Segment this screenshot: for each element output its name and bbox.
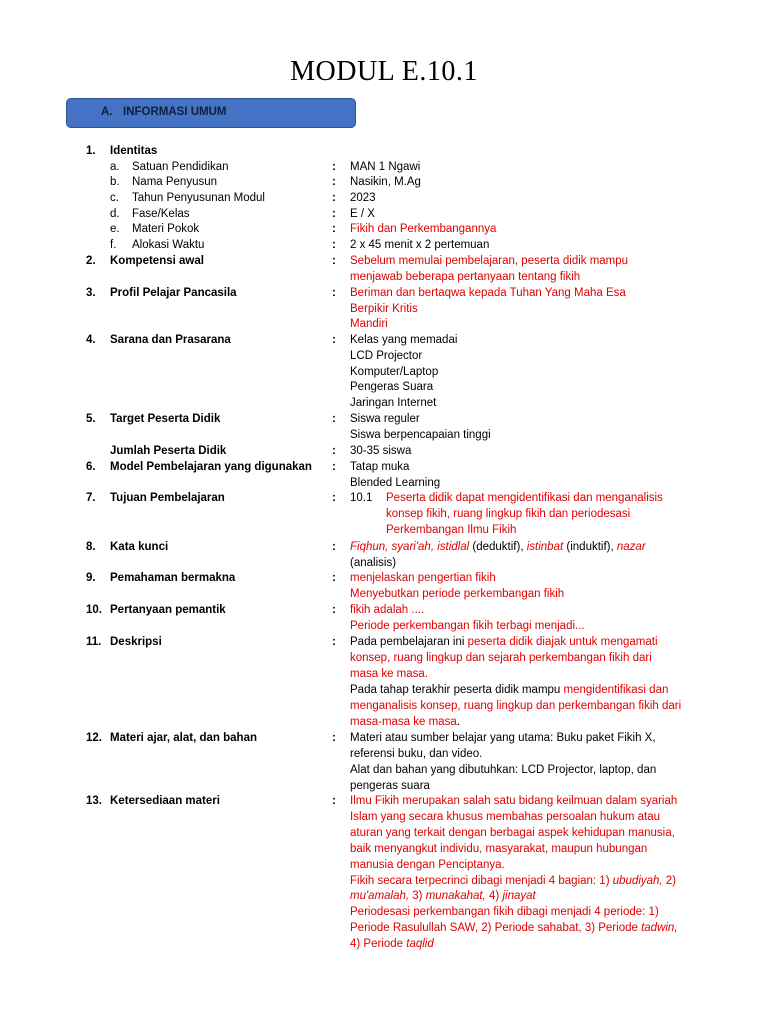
value-line: pengeras suara <box>350 780 430 792</box>
colon: : <box>332 572 336 584</box>
sub-label: Satuan Pendidikan <box>132 161 229 173</box>
sub-value: 2023 <box>350 192 376 204</box>
colon: : <box>332 239 336 251</box>
value-line: Peserta didik dapat mengidentifikasi dan menganalisis <box>386 492 663 504</box>
value-line: Blended Learning <box>350 477 441 489</box>
colon: : <box>332 541 336 553</box>
sub-label: Nama Penyusun <box>132 176 218 188</box>
description-line <box>350 715 460 731</box>
colon: : <box>332 492 336 504</box>
value-line: Menyebutkan periode perkembangan fikih <box>350 588 565 600</box>
text-run: Pada pembelajaran ini <box>350 636 468 648</box>
value-line: aturan yang terkait dengan berbagai aspek kehidupan manusia, <box>350 827 675 839</box>
text-run: masa-masa ke masa <box>350 716 457 728</box>
value-line: referensi buku, dan video. <box>350 748 483 760</box>
colon: : <box>332 604 336 616</box>
value-line: Kelas yang memadai <box>350 334 458 346</box>
item-number: 12. <box>86 732 102 744</box>
value-line: baik menyangkut individu, masyarakat, maupun hubungan <box>350 843 648 855</box>
item-number: 8. <box>86 541 96 553</box>
colon: : <box>332 192 336 204</box>
item-number: 7. <box>86 492 96 504</box>
item-label-model: Model Pembelajaran yang digunakan <box>110 461 312 473</box>
section-letter: A. <box>101 106 113 118</box>
item-label-kata-kunci: Kata kunci <box>110 541 169 553</box>
item-label-sarana: Sarana dan Prasarana <box>110 334 231 346</box>
keyword-term: deduktif <box>476 541 517 553</box>
text-run: Pada tahap terakhir peserta didik mampu <box>350 684 564 696</box>
paren: ( <box>350 557 354 569</box>
item-label-identitas: Identitas <box>110 145 158 157</box>
value-line: Mandiri <box>350 318 388 330</box>
colon: : <box>332 255 336 267</box>
keyword-term: analisis <box>353 557 393 569</box>
value-line: Materi atau sumber belajar yang utama: Buku paket Fikih X, <box>350 732 656 744</box>
item-number: 6. <box>86 461 96 473</box>
value-line: Islam yang secara khusus membahas persoalan hukum atau <box>350 811 661 823</box>
item-number: 2. <box>86 255 96 267</box>
colon: : <box>332 287 336 299</box>
item-number: 4. <box>86 334 96 346</box>
text-run: . <box>456 716 460 728</box>
text-run: Periode Rasulullah SAW, 2) Periode sahabat, 3) Periode <box>350 922 642 934</box>
colon: : <box>332 636 336 648</box>
sub-letter: e. <box>110 223 120 235</box>
text-run: tadwin, <box>641 922 678 934</box>
sub-label: Materi Pokok <box>132 223 200 235</box>
keyword-line <box>350 556 396 572</box>
value-line: Alat dan bahan yang dibutuhkan: LCD Projector, laptop, dan <box>350 764 657 776</box>
sub-letter: d. <box>110 208 120 220</box>
sub-letter: f. <box>110 239 117 251</box>
colon: : <box>332 413 336 425</box>
value-line <box>350 921 678 937</box>
item-number: 13. <box>86 795 102 807</box>
colon: : <box>332 208 336 220</box>
colon: : <box>332 461 336 473</box>
value-line: Tatap muka <box>350 461 410 473</box>
description-line <box>350 635 658 651</box>
sub-label: Alokasi Waktu <box>132 239 205 251</box>
section-header-box <box>66 98 356 128</box>
description-line: masa ke masa. <box>350 668 428 680</box>
text-run: munakahat, <box>425 890 486 902</box>
value-line: Siswa reguler <box>350 413 420 425</box>
sub-letter: b. <box>110 176 120 188</box>
colon: : <box>332 334 336 346</box>
value-line: LCD Projector <box>350 350 423 362</box>
item-label-jumlah: Jumlah Peserta Didik <box>110 445 227 457</box>
text-run: mu'amalah, <box>350 890 410 902</box>
text-run: peserta didik diajak untuk mengamati <box>467 636 658 648</box>
item-label-materi: Materi ajar, alat, dan bahan <box>110 732 257 744</box>
item-number: 3. <box>86 287 96 299</box>
text-run: mengidentifikasi dan <box>563 684 669 696</box>
item-label-target: Target Peserta Didik <box>110 413 221 425</box>
text-run: 4) <box>485 890 503 902</box>
item-number: 10. <box>86 604 102 616</box>
text-run: Fikih secara terpecrinci dibagi menjadi 4 bagian: 1) <box>350 875 613 887</box>
value-line <box>350 889 536 905</box>
colon: : <box>332 732 336 744</box>
paren: ), <box>606 541 617 553</box>
value-line: Pengeras Suara <box>350 381 434 393</box>
item-label-profil: Profil Pelajar Pancasila <box>110 287 237 299</box>
value-line: Siswa berpencapaian tinggi <box>350 429 491 441</box>
text-run: 2) <box>662 875 677 887</box>
value-line: Periode perkembangan fikih terbagi menjadi... <box>350 620 585 632</box>
value-line: Ilmu Fikih merupakan salah satu bidang keilmuan dalam syariah <box>350 795 678 807</box>
colon: : <box>332 176 336 188</box>
keyword-term: istinbat <box>526 541 564 553</box>
colon: : <box>332 161 336 173</box>
section-header-label <box>101 106 227 118</box>
text-run: 3) <box>409 890 426 902</box>
objective-code: 10.1 <box>350 492 373 504</box>
sub-letter: a. <box>110 161 120 173</box>
paren: ( <box>472 541 477 553</box>
sub-value: MAN 1 Ngawi <box>350 161 421 173</box>
value-line: Jaringan Internet <box>350 397 437 409</box>
sub-value: E / X <box>350 208 375 220</box>
description-line <box>350 683 668 699</box>
sub-value: 2 x 45 menit x 2 pertemuan <box>350 239 490 251</box>
keyword-line <box>350 540 646 556</box>
text-run: jinayat <box>502 890 536 902</box>
value-line: Periodesasi perkembangan fikih dibagi menjadi 4 periode: 1) <box>350 906 659 918</box>
value-line: konsep fikih, ruang lingkup fikih dan periodesasi <box>386 508 631 520</box>
value-line: Sebelum memulai pembelajaran, peserta didik mampu <box>350 255 629 267</box>
sub-label: Tahun Penyusunan Modul <box>132 192 265 204</box>
sub-value: Fikih dan Perkembangannya <box>350 223 497 235</box>
value-line: Perkembangan Ilmu Fikih <box>386 524 517 536</box>
value-line <box>350 937 434 953</box>
description-line: konsep, ruang lingkup dan sejarah perkembangan fikih dari <box>350 652 652 664</box>
value-line: Beriman dan bertaqwa kepada Tuhan Yang Maha Esa <box>350 287 626 299</box>
value-line: manusia dengan Penciptanya. <box>350 859 505 871</box>
section-title: INFORMASI UMUM <box>123 106 227 118</box>
paren: ), <box>516 541 527 553</box>
description-line: menganalisis konsep, ruang lingkup dan perkembangan fikih dari <box>350 700 682 712</box>
value-line: menjelaskan pengertian fikih <box>350 572 496 584</box>
colon: : <box>332 445 336 457</box>
item-label-ketersediaan: Ketersediaan materi <box>110 795 220 807</box>
item-number: 11. <box>86 636 102 648</box>
value-line: Berpikir Kritis <box>350 303 418 315</box>
item-label-pemahaman: Pemahaman bermakna <box>110 572 236 584</box>
item-label-kompetensi: Kompetensi awal <box>110 255 204 267</box>
module-title: MODUL E.10.1 <box>290 56 478 87</box>
item-number: 5. <box>86 413 96 425</box>
colon: : <box>332 223 336 235</box>
sub-label: Fase/Kelas <box>132 208 190 220</box>
text-run: taqlid <box>406 938 434 950</box>
keyword-term: nazar <box>616 541 646 553</box>
value-line: fikih adalah .... <box>350 604 425 616</box>
keyword-term: Fiqhun, syari'ah, istidlal <box>350 541 470 553</box>
item-number: 9. <box>86 572 96 584</box>
sub-letter: c. <box>110 192 119 204</box>
value-line: Komputer/Laptop <box>350 366 439 378</box>
paren: ) <box>392 557 397 569</box>
text-run: ubudiyah, <box>612 875 663 887</box>
value-line: menjawab beberapa pertanyaan tentang fikih <box>350 271 581 283</box>
keyword-term: induktif <box>570 541 607 553</box>
value-line <box>350 874 676 890</box>
value-line: 30-35 siswa <box>350 445 412 457</box>
item-label-pertanyaan: Pertanyaan pemantik <box>110 604 226 616</box>
item-label-tujuan: Tujuan Pembelajaran <box>110 492 225 504</box>
sub-value: Nasikin, M.Ag <box>350 176 421 188</box>
item-number: 1. <box>86 145 96 157</box>
text-run: 4) Periode <box>350 938 407 950</box>
colon: : <box>332 795 336 807</box>
paren: ( <box>566 541 571 553</box>
item-label-deskripsi: Deskripsi <box>110 636 162 648</box>
